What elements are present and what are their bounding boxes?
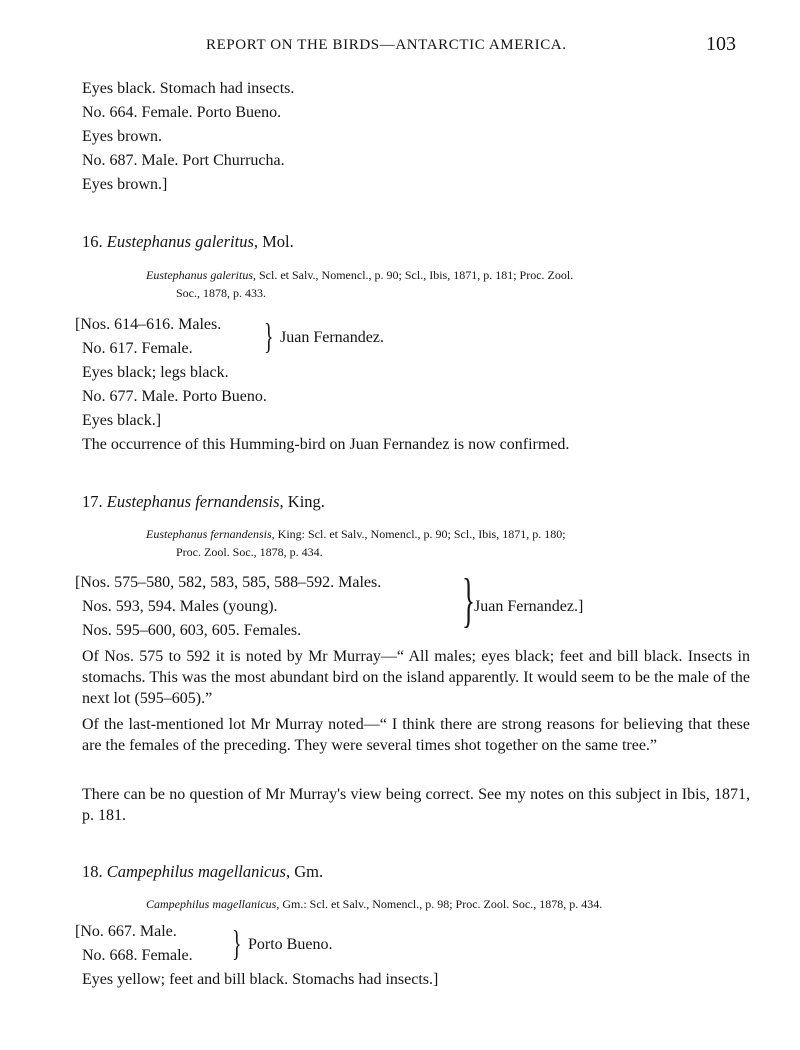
species-name: Eustephanus fernandensis <box>106 492 280 511</box>
brace-icon: } <box>232 923 242 963</box>
synonymy-name: Eustephanus fernandensis <box>146 527 272 541</box>
locality: Porto Bueno. <box>248 936 333 953</box>
species-number: 16. <box>82 232 103 251</box>
synonymy-text: , King: Scl. et Salv., Nomencl., p. 90; Scl., Ibis, 1871, p. 180; <box>271 527 566 541</box>
species-name: Campephilus magellanicus <box>106 862 286 881</box>
brace-icon: } <box>264 316 274 356</box>
note-line: No. 677. Male. Porto Bueno. <box>82 388 267 405</box>
synonymy-17-line2: Proc. Zool. Soc., 1878, p. 434. <box>176 545 323 559</box>
specimen-line: Nos. 595–600, 603, 605. Females. <box>82 622 302 639</box>
paragraph: There can be no question of Mr Murray's view being correct. See my notes on this subject in Ibis, 1871, p. 181. <box>82 786 750 824</box>
species-heading-17 <box>82 492 325 512</box>
species-authority: , Gm. <box>285 862 324 881</box>
paragraph: Of the last-mentioned lot Mr Murray noted—“ I think there are strong reasons for believing that these are the females of the preceding. They were several times shot together on the same tree.” <box>82 716 750 754</box>
specimen-line: No. 668. Female. <box>82 947 193 964</box>
species-authority: , King. <box>279 492 325 511</box>
note-line: Eyes yellow; feet and bill black. Stomachs had insects.] <box>82 971 439 988</box>
intro-line: Eyes brown.] <box>82 176 168 193</box>
species-number: 18. <box>82 862 103 881</box>
species-number: 17. <box>82 492 103 511</box>
brace-icon: } <box>462 567 475 633</box>
page-number: 103 <box>706 33 736 55</box>
synonymy-16-line2: Soc., 1878, p. 433. <box>176 286 266 300</box>
species-name: Eustephanus galeritus <box>106 232 254 251</box>
intro-line: No. 664. Female. Porto Bueno. <box>82 104 282 121</box>
note-line: Eyes black; legs black. <box>82 364 229 381</box>
synonymy-16-line1 <box>146 268 573 283</box>
intro-line: No. 687. Male. Port Churrucha. <box>82 152 285 169</box>
synonymy-name: Eustephanus galeritus <box>146 268 253 282</box>
species-heading-18 <box>82 862 323 882</box>
intro-line: Eyes brown. <box>82 128 162 145</box>
synonymy-17-line1 <box>146 527 566 542</box>
locality: Juan Fernandez.] <box>474 598 584 615</box>
synonymy-text: , Gm.: Scl. et Salv., Nomencl., p. 98; Proc. Zool. Soc., 1878, p. 434. <box>276 897 603 911</box>
note-line: Eyes black.] <box>82 412 162 429</box>
locality: Juan Fernandez. <box>280 329 384 346</box>
note-line: The occurrence of this Humming-bird on Juan Fernandez is now confirmed. <box>82 436 570 453</box>
intro-line: Eyes black. Stomach had insects. <box>82 80 295 97</box>
species-heading-16 <box>82 232 294 252</box>
specimen-line: No. 617. Female. <box>82 340 193 357</box>
synonymy-text: , Scl. et Salv., Nomencl., p. 90; Scl., Ibis, 1871, p. 181; Proc. Zool. <box>253 268 574 282</box>
synonymy-name: Campephilus magellanicus <box>146 897 277 911</box>
paragraph: Of Nos. 575 to 592 it is noted by Mr Murray—“ All males; eyes black; feet and bill black. Insects in stomachs. This was the most abundant bird on the island apparently. It would seem to be the male of the next lot (595–605).” <box>82 648 750 707</box>
running-title: REPORT ON THE BIRDS—ANTARCTIC AMERICA. <box>206 37 567 53</box>
species-authority: , Mol. <box>253 232 294 251</box>
specimen-line: [Nos. 614–616. Males. <box>75 316 222 333</box>
specimen-line: Nos. 593, 594. Males (young). <box>82 598 278 615</box>
specimen-line: [No. 667. Male. <box>75 923 177 940</box>
synonymy-18-line1 <box>146 897 602 912</box>
specimen-line: [Nos. 575–580, 582, 583, 585, 588–592. Males. <box>75 574 382 591</box>
